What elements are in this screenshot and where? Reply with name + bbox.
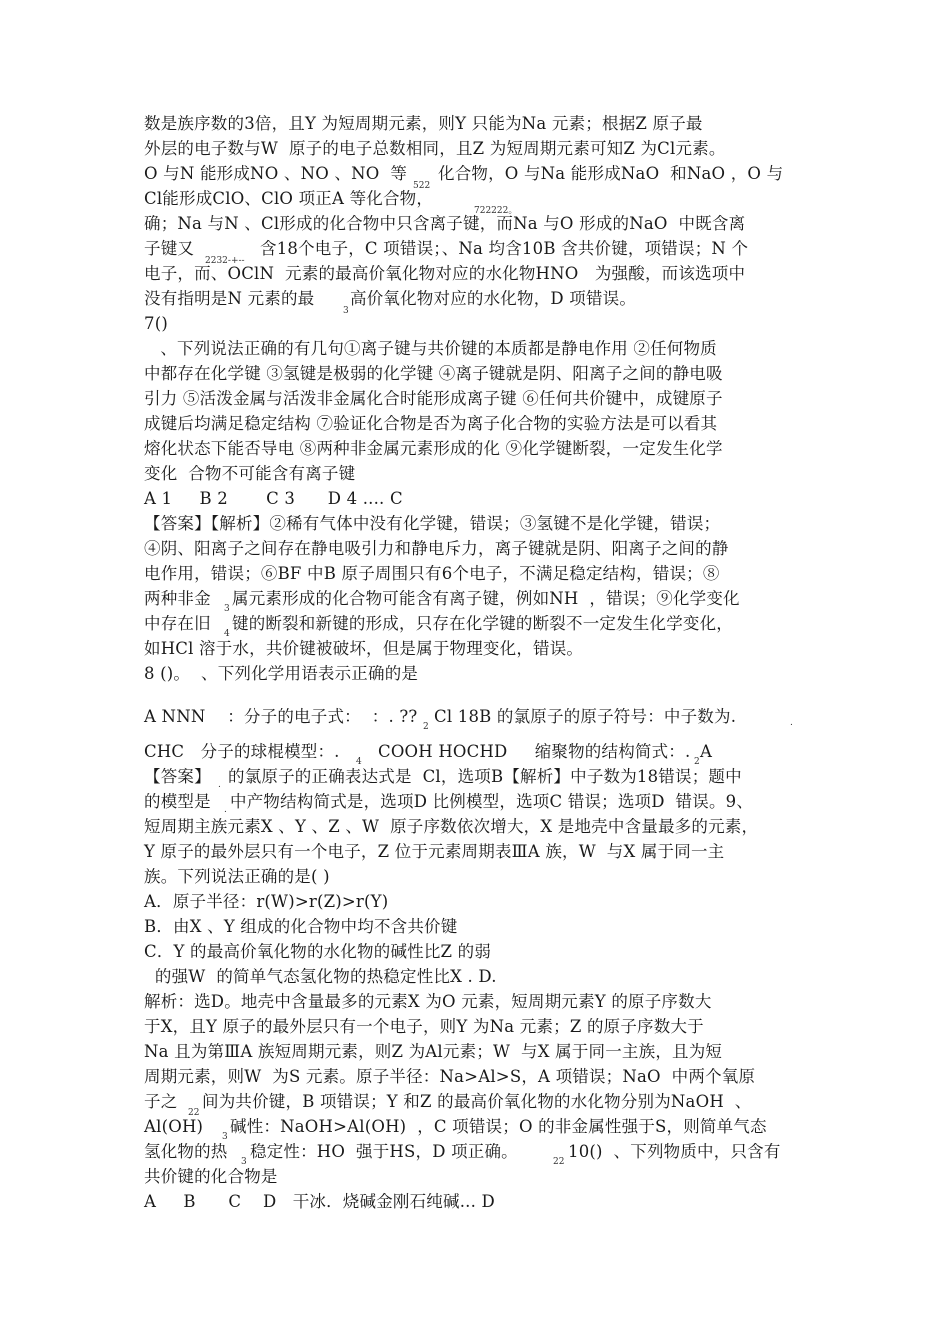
text-line: 如HCl 溶于水，共价键被破坏，但是属于物理变化，错误。 bbox=[144, 639, 584, 658]
text-line: Y 原子的最外层只有一个电子，Z 位于元素周期表ⅢA 族，W 与X 属于同一主 bbox=[144, 842, 725, 861]
text-line: 成键后均满足稳定结构 ⑦验证化合物是否为离子化合物的实验方法是可以看其 bbox=[144, 414, 718, 433]
text-line: 短周期主族元素X 、Y 、Z 、W 原子序数依次增大，X 是地壳中含量最多的元素， bbox=[144, 817, 759, 836]
subscript: 722222。 bbox=[474, 206, 518, 216]
text-line: 确；Na 与N 、Cl形成的化合物中只含离子键，而Na 与O 形成的NaO 中既含离 bbox=[144, 214, 746, 233]
text-line: 外层的电子数与W 原子的电子总数相同，且Z 为短周期元素可知Z 为Cl元素。 bbox=[144, 139, 726, 158]
option-a: A．原子半径：r(W)>r(Z)>r(Y) bbox=[144, 892, 389, 911]
dot-mark: . bbox=[224, 805, 227, 815]
text-line: 的模型是 bbox=[144, 792, 211, 811]
text-line: 【答案】【解析】②稀有气体中没有化学键，错误；③氢键不是化学键，错误； bbox=[144, 514, 721, 533]
option-d: 的强W 的简单气态氢化物的热稳定性比X . D. bbox=[144, 967, 497, 986]
dot-mark: . bbox=[218, 780, 221, 790]
text-line: 氢化物的热 bbox=[144, 1142, 228, 1161]
answer-options: A 1 B 2 C 3 D 4 .... C bbox=[144, 489, 403, 508]
option-c: C．Y 的最高价氧化物的水化物的碱性比Z 的弱 bbox=[144, 942, 492, 961]
subscript: 522 bbox=[413, 181, 431, 191]
subscript: 3 bbox=[241, 1157, 247, 1167]
text-line: Cl 18B 的氯原子的原子符号：中子数为. bbox=[434, 707, 737, 726]
text-line: 电子，而、OClN 元素的最高价氧化物对应的水化物HNO 为强酸，而该选项中 bbox=[144, 264, 746, 283]
subscript: 22 bbox=[553, 1157, 565, 1167]
text-line: 中都存在化学键 ③氢键是极弱的化学键 ④离子键就是阴、阳离子之间的静电吸 bbox=[144, 364, 723, 383]
subscript: 2 bbox=[694, 757, 700, 767]
text-line: 10() 、下列物质中，只含有 bbox=[568, 1142, 781, 1161]
text-line: 属元素形成的化合物可能含有离子键，例如NH ，错误；⑨化学变化 bbox=[232, 589, 740, 608]
text-line: 数是族序数的3倍，且Y 为短周期元素，则Y 只能为Na 元素；根据Z 原子最 bbox=[144, 114, 703, 133]
text-line: 间为共价键，B 项错误；Y 和Z 的最高价氧化物的水化物分别为NaOH 、 bbox=[202, 1092, 752, 1111]
text-line: 键的断裂和新键的形成，只存在化学键的断裂不一定发生化学变化， bbox=[232, 614, 733, 633]
text-line: 两种非金 bbox=[144, 589, 211, 608]
subscript: 2232-+-- bbox=[205, 256, 245, 266]
text-line: 引力 ⑤活泼金属与活泼非金属化合时能形成离子键 ⑥任何共价键中，成键原子 bbox=[144, 389, 723, 408]
text-line: 碱性：NaOH>Al(OH) ，C 项错误；O 的非金属性强于S，则简单气态 bbox=[230, 1117, 767, 1136]
text-line: 的氯原子的正确表达式是 Cl，选项B【解析】中子数为18错误；题中 bbox=[228, 767, 742, 786]
answer-options: A B C D 干冰．烧碱金刚石纯碱... D bbox=[144, 1192, 495, 1211]
text-line: 【答案】 bbox=[144, 767, 211, 786]
text-line: 族。下列说法正确的是( ) bbox=[144, 867, 330, 886]
question-number: 8 ()。 、下列化学用语表示正确的是 bbox=[144, 664, 419, 683]
text-line: Al(OH) bbox=[144, 1117, 204, 1136]
text-line: 子键又 bbox=[144, 239, 195, 258]
subscript: 3 bbox=[224, 604, 230, 614]
text-line: O 与N 能形成NO 、NO 、NO 等 bbox=[144, 164, 408, 183]
text-line: 中存在旧 bbox=[144, 614, 211, 633]
text-line: 高价氧化物对应的水化物，D 项错误。 bbox=[350, 289, 637, 308]
subscript: 2 bbox=[423, 722, 429, 732]
text-line: Cl能形成ClO、ClO 项正A 等化合物， bbox=[144, 189, 434, 208]
text-line: 解析：选D。地壳中含量最多的元素X 为O 元素，短周期元素Y 的原子序数大 bbox=[144, 992, 712, 1011]
question-number: 7() bbox=[144, 314, 168, 333]
text-line: ④阴、阳离子之间存在静电吸引力和静电斥力，离子键就是阴、阳离子之间的静 bbox=[144, 539, 729, 558]
text-line: 电作用，错误；⑥BF 中B 原子周围只有6个电子，不满足稳定结构，错误；⑧ bbox=[144, 564, 720, 583]
text-line: 、下列说法正确的有几句①离子键与共价键的本质都是静电作用 ②任何物质 bbox=[144, 339, 717, 358]
text-line: 周期元素，则W 为S 元素。原子半径：Na>Al>S，A 项错误；NaO 中两个氧原 bbox=[144, 1067, 756, 1086]
text-line: A bbox=[700, 742, 713, 761]
text-line: Na 且为第ⅢA 族短周期元素，则Z 为Al元素；W 与X 属于同一主族，且为短 bbox=[144, 1042, 723, 1061]
subscript: 3 bbox=[343, 306, 349, 316]
text-line: 中产物结构简式是，选项D 比例模型，选项C 错误；选项D 错误。9、 bbox=[230, 792, 754, 811]
subscript: 22 bbox=[188, 1108, 200, 1118]
text-line: 熔化状态下能否导电 ⑧两种非金属元素形成的化 ⑨化学键断裂，一定发生化学 bbox=[144, 439, 723, 458]
text-line: 含18个电子，C 项错误；、Na 均含10B 含共价键，项错误；N 个 bbox=[260, 239, 749, 258]
text-line: 变化 合物不可能含有离子键 bbox=[144, 464, 356, 483]
dot-mark: . bbox=[790, 718, 793, 728]
subscript: 4 bbox=[224, 629, 230, 639]
subscript: 4 bbox=[356, 757, 362, 767]
text-line: 化合物，O 与Na 能形成NaO 和NaO ，O 与 bbox=[438, 164, 784, 183]
text-line: 共价键的化合物是 bbox=[144, 1167, 278, 1186]
subscript: 3 bbox=[222, 1132, 228, 1142]
text-line: 子之 bbox=[144, 1092, 178, 1111]
text-line: CHC 分子的球棍模型：. bbox=[144, 742, 340, 761]
text-line: 于X，且Y 原子的最外层只有一个电子，则Y 为Na 元素；Z 的原子序数大于 bbox=[144, 1017, 704, 1036]
text-line: 没有指明是N 元素的最 bbox=[144, 289, 315, 308]
text-line: 稳定性：HO 强于HS，D 项正确。 bbox=[250, 1142, 518, 1161]
text-line: A NNN ：分子的电子式： ：. ?? bbox=[144, 707, 418, 726]
text-line: COOH HOCHD 缩聚物的结构简式：. bbox=[378, 742, 691, 761]
option-b: B．由X 、Y 组成的化合物中均不含共价键 bbox=[144, 917, 458, 936]
